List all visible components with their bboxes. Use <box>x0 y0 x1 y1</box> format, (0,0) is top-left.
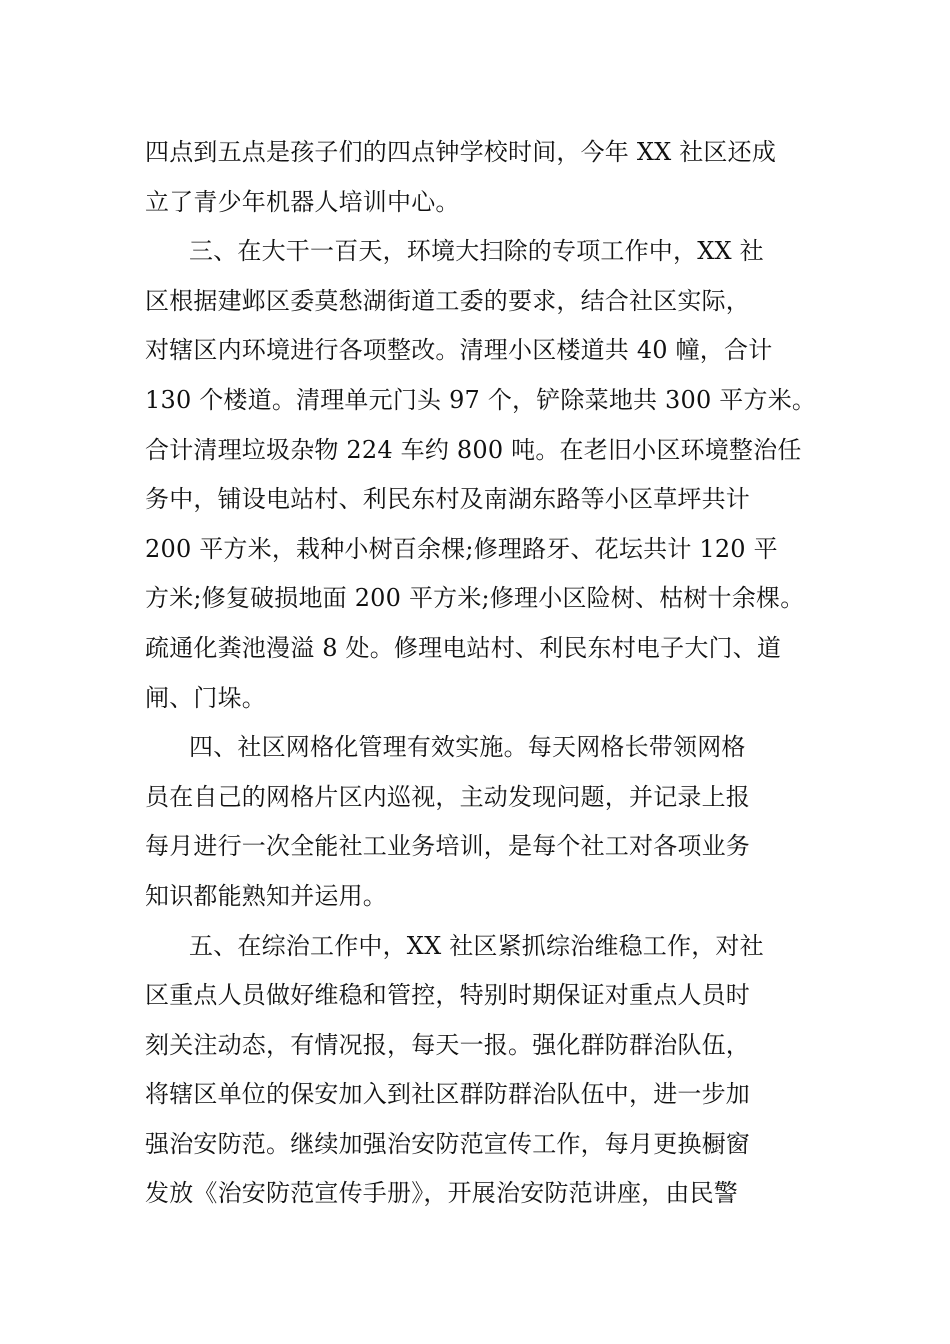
text-line: 区根据建邺区委莫愁湖街道工委的要求，结合社区实际， <box>145 286 750 315</box>
text-line: 130 个楼道。清理单元门头 97 个，铲除菜地共 300 平方米。 <box>145 385 817 414</box>
text-line: 四点到五点是孩子们的四点钟学校时间，今年 XX 社区还成 <box>145 138 777 166</box>
text-line: 疏通化粪池漫溢 8 处。修理电站村、利民东村电子大门、道 <box>145 633 782 662</box>
text-line: 刻关注动态，有情况报，每天一报。强化群防群治队伍， <box>145 1030 750 1059</box>
text-line: 将辖区单位的保安加入到社区群防群治队伍中，进一步加 <box>145 1080 750 1109</box>
text-line: 200 平方米，栽种小树百余棵;修理路牙、花坛共计 120 平 <box>145 534 778 563</box>
text-line: 员在自己的网格片区内巡视，主动发现问题，并记录上报 <box>145 782 750 811</box>
text-line: 每月进行一次全能社工业务培训，是每个社工对各项业务 <box>145 832 750 861</box>
text-line: 发放《治安防范宣传手册》，开展治安防范讲座，由民警 <box>145 1179 738 1208</box>
paragraph-start-line: 四、社区网格化管理有效实施。每天网格长带领网格 <box>189 733 746 762</box>
text-line: 知识都能熟知并运用。 <box>145 881 387 910</box>
document-body <box>145 128 825 1219</box>
text-line: 合计清理垃圾杂物 224 车约 800 吨。在老旧小区环境整治任 <box>145 435 802 464</box>
text-line: 对辖区内环境进行各项整改。清理小区楼道共 40 幢，合计 <box>145 336 773 365</box>
text-line: 务中，铺设电站村、利民东村及南湖东路等小区草坪共计 <box>145 485 750 514</box>
paragraph-start-line: 五、在综治工作中，XX 社区紧抓综治维稳工作，对社 <box>189 931 764 960</box>
text-line: 方米;修复破损地面 200 平方米;修理小区险树、枯树十余棵。 <box>145 584 805 613</box>
text-line: 强治安防范。继续加强治安防范宣传工作，每月更换橱窗 <box>145 1129 750 1158</box>
paragraph-start-line: 三、在大干一百天，环境大扫除的专项工作中，XX 社 <box>189 237 764 266</box>
text-line: 立了青少年机器人培训中心。 <box>145 187 460 216</box>
text-line: 区重点人员做好维稳和管控，特别时期保证对重点人员时 <box>145 981 750 1010</box>
text-line: 闸、门垛。 <box>145 683 266 712</box>
